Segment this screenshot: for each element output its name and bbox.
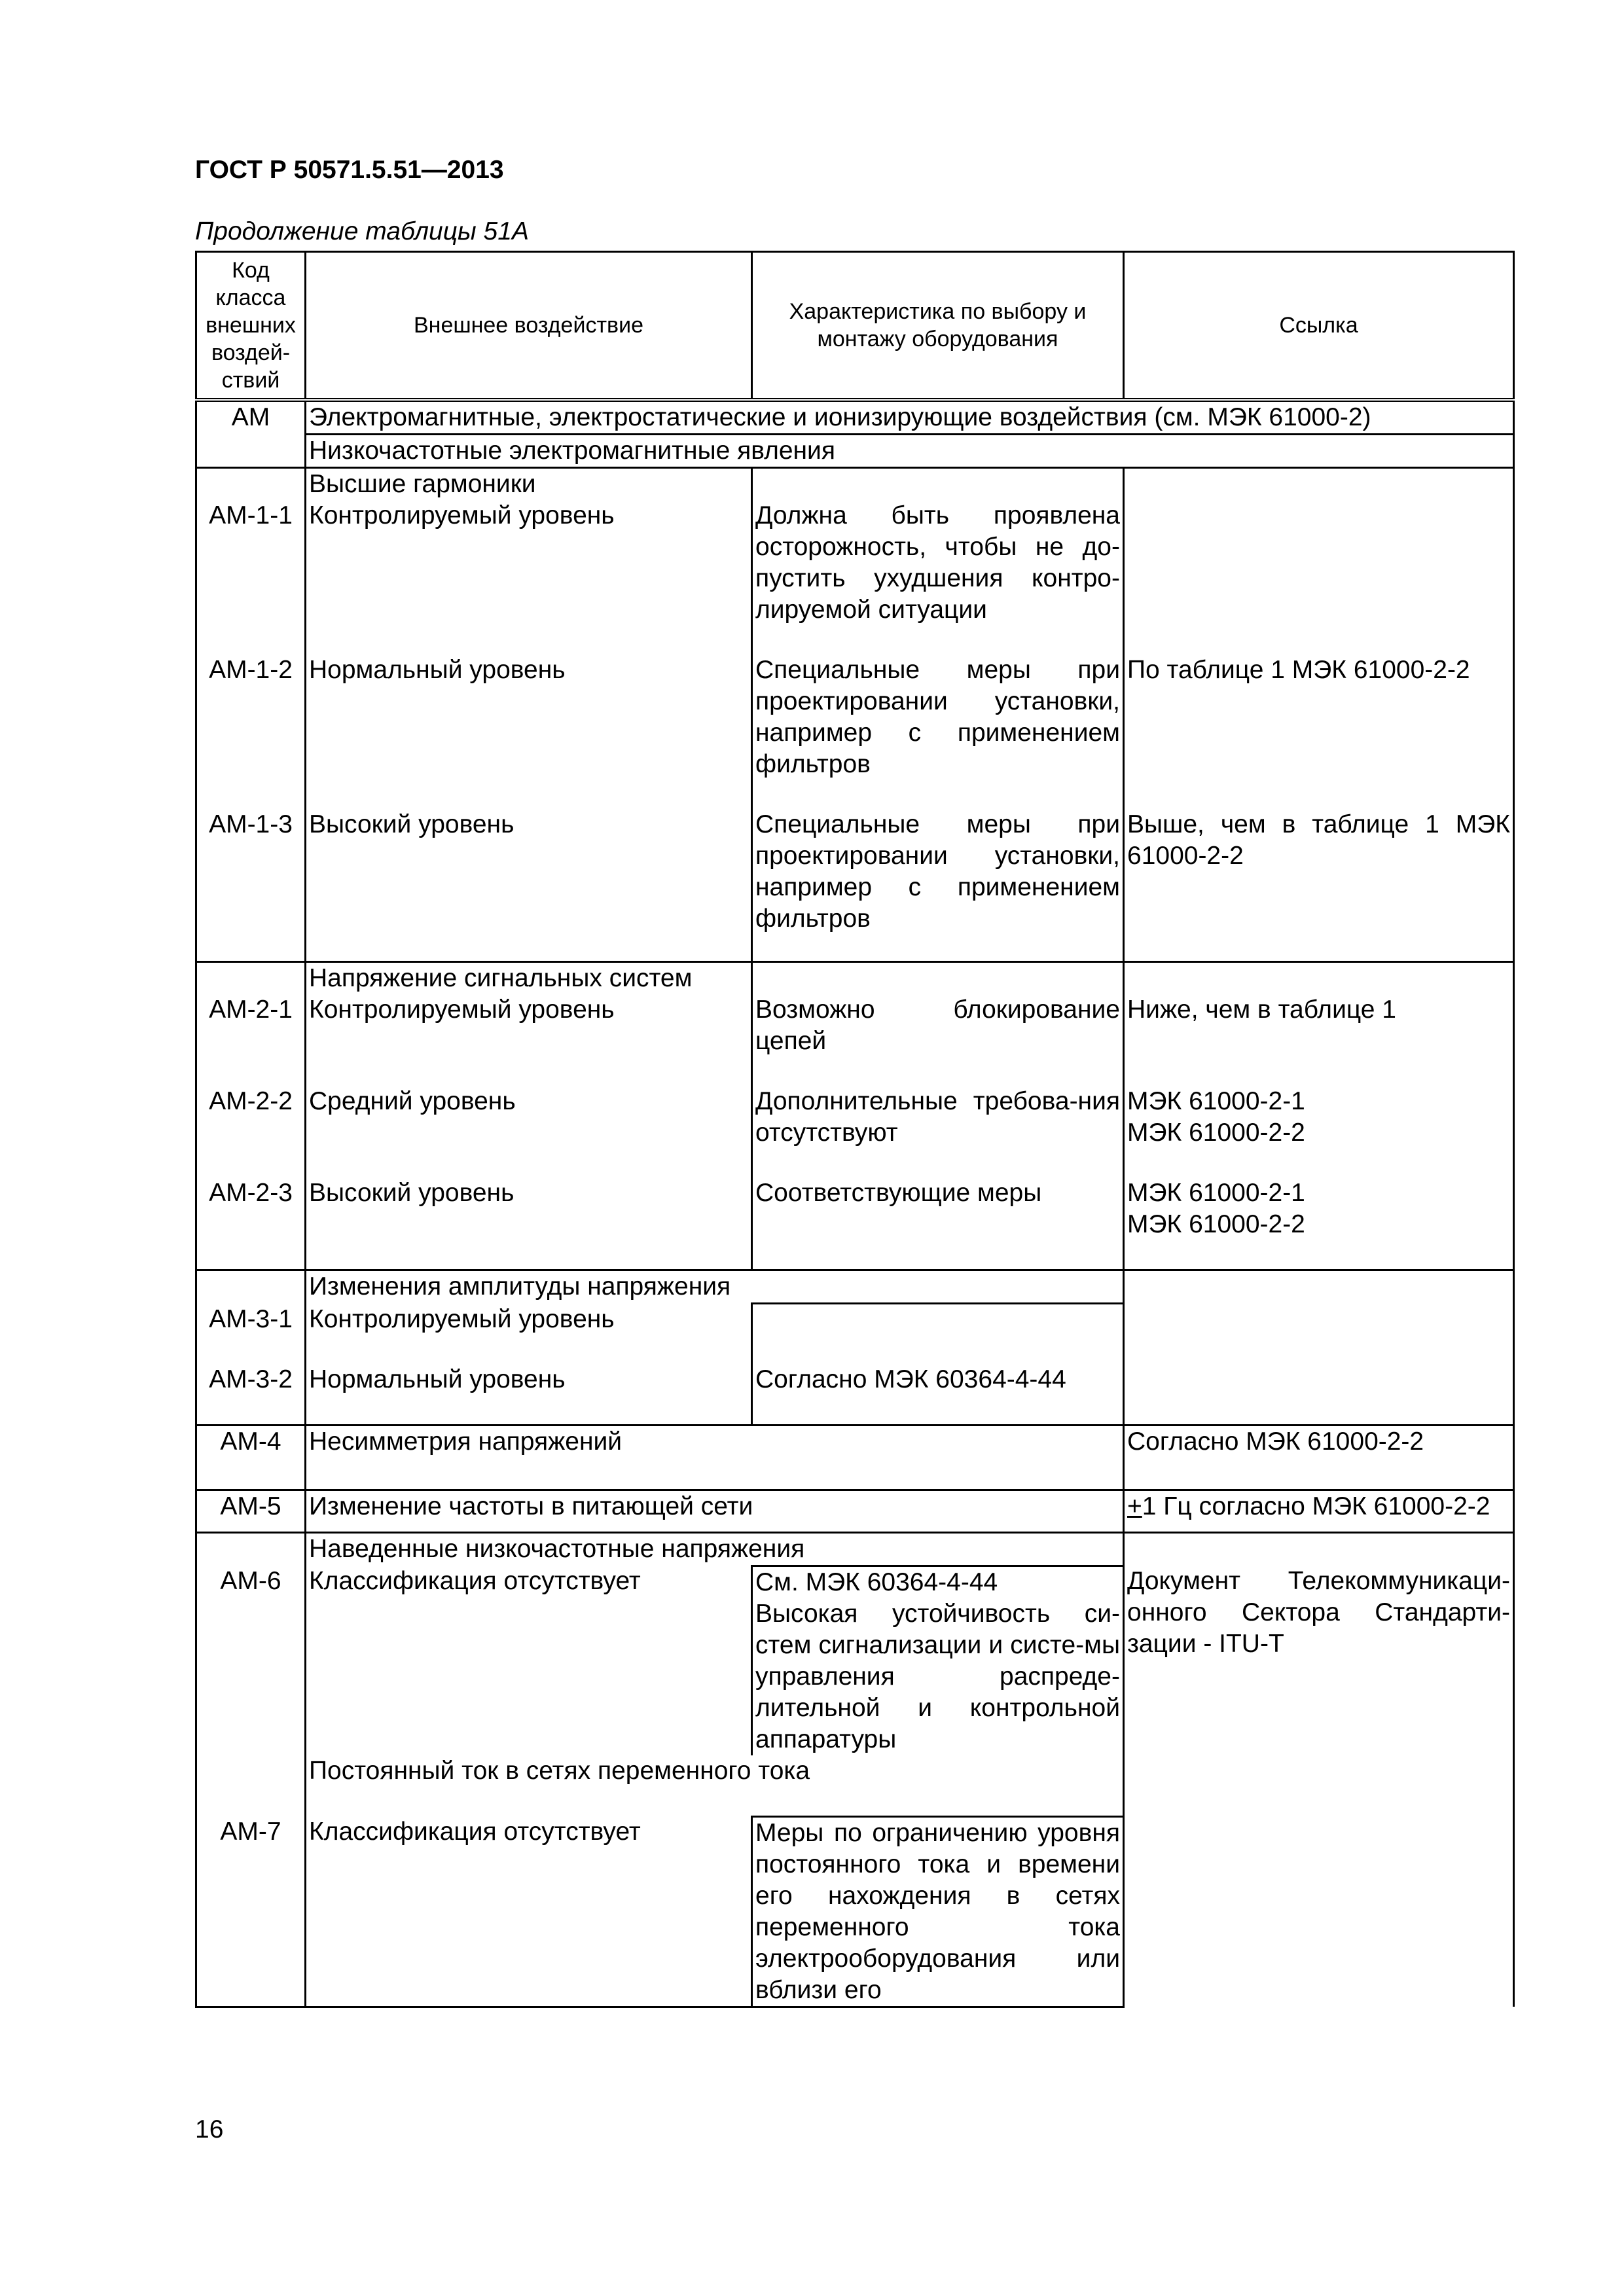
table-row [196,1270,1514,1304]
row-code: AM-7 [196,1816,306,2007]
row-characteristic: Соответствующие меры [752,1177,1124,1270]
row-code: AM-1-3 [196,809,306,962]
header-impact: Внешнее воздействие [306,252,752,401]
table-51a [195,251,1515,2008]
row-characteristic: Меры по ограничению уровня постоянного тока и времени его нахождения в сетях переменного тока электрооборудования или вблизи его [752,1816,1124,2007]
group-title: Постоянный ток в сетях переменного тока [306,1755,1124,1817]
row-code: AM-6 [196,1566,306,1755]
row-characteristic: Возможно блокирование цепей [752,994,1124,1086]
row-impact: Несимметрия напряжений [306,1425,1124,1490]
group-title: Высшие гармоники [306,468,752,501]
row-characteristic: Специальные меры при проектировании установки, например с применением фильтров [752,809,1124,962]
table-header-row [196,252,1514,401]
row-impact: Средний уровень [306,1086,752,1177]
row-reference: Документ Телекоммуникаци-онного Сектора Стандарти-зации - ITU-T [1124,1566,1514,2007]
ref-spacer [1124,1270,1514,1304]
ref-spacer [1124,1532,1514,1566]
row-reference [1124,500,1514,655]
row-characteristic [752,1304,1124,1364]
group-title: Напряжение сигнальных систем [306,962,752,995]
row-code: AM-2-2 [196,1086,306,1177]
table-row [196,1177,1514,1270]
row-reference: Выше, чем в таблице 1 МЭК 61000-2-2 [1124,809,1514,962]
page-number: 16 [195,2115,224,2144]
document-id: ГОСТ Р 50571.5.51—2013 [195,156,504,184]
row-impact: Изменение частоты в питающей сети [306,1490,1124,1532]
row-code: AM-1-1 [196,500,306,655]
row-reference [1124,1304,1514,1364]
table-row [196,1532,1514,1566]
row-reference: Согласно МЭК 61000-2-2 [1124,1425,1514,1490]
code-spacer [196,1755,306,1817]
char-spacer [752,468,1124,501]
row-impact: Контролируемый уровень [306,1304,752,1364]
table-row [196,809,1514,962]
row-impact: Классификация отсутствует [306,1566,752,1755]
table-row [196,400,1514,435]
row-impact: Контролируемый уровень [306,500,752,655]
header-code: Код класса внешних воздей-ствий [196,252,306,401]
row-reference: Ниже, чем в таблице 1 [1124,994,1514,1086]
header-reference: Ссылка [1124,252,1514,401]
row-code: AM-2-1 [196,994,306,1086]
row-characteristic: Дополнительные требова-ния отсутствуют [752,1086,1124,1177]
table-row [196,500,1514,655]
row-characteristic: Согласно МЭК 60364-4-44 [752,1364,1124,1426]
row-code: AM-3-2 [196,1364,306,1426]
row-impact: Контролируемый уровень [306,994,752,1086]
row-code: AM-5 [196,1490,306,1532]
char-spacer [752,962,1124,995]
table-continuation-caption: Продолжение таблицы 51А [195,217,529,245]
code-spacer [196,1270,306,1304]
row-reference: МЭК 61000-2-1 МЭК 61000-2-2 [1124,1177,1514,1270]
row-code: AM-3-1 [196,1304,306,1364]
row-code: AM-2-3 [196,1177,306,1270]
row-reference [1124,1364,1514,1426]
table-row [196,1490,1514,1532]
header-characteristic: Характеристика по выбору и монтажу оборудования [752,252,1124,401]
row-impact: Классификация отсутствует [306,1816,752,2007]
table-row [196,655,1514,809]
row-impact: Высокий уровень [306,809,752,962]
table-row [196,435,1514,468]
char-reference: См. МЭК 60364-4-44 [755,1568,998,1596]
row-characteristic: Специальные меры при проектировании установки, например с применением фильтров [752,655,1124,809]
row-reference: По таблице 1 МЭК 61000-2-2 [1124,655,1514,809]
row-code: AM-1-2 [196,655,306,809]
row-impact: Нормальный уровень [306,655,752,809]
code-spacer [196,468,306,501]
row-impact: Нормальный уровень [306,1364,752,1426]
plus-minus-sign: + [1127,1492,1142,1520]
row-code: AM [196,400,306,468]
group-title: Наведенные низкочастотные напряжения [306,1532,1124,1566]
row-reference: МЭК 61000-2-1 МЭК 61000-2-2 [1124,1086,1514,1177]
row-characteristic [752,1566,1124,1755]
ref-spacer [1124,468,1514,501]
row-reference: +1 Гц согласно МЭК 61000-2-2 [1124,1490,1514,1532]
table-row [196,1566,1514,1755]
table-row [196,962,1514,995]
ref-spacer [1124,962,1514,995]
table-row [196,994,1514,1086]
code-spacer [196,1532,306,1566]
group-title: Изменения амплитуды напряжения [306,1270,1124,1304]
char-text: Высокая устойчивость си-стем сигнализации и систе-мы управления распреде-лительной и контрольной аппаратуры [755,1599,1120,1753]
row-impact: Высокий уровень [306,1177,752,1270]
table-row [196,1364,1514,1426]
table-row [196,1086,1514,1177]
code-spacer [196,962,306,995]
table-row [196,1304,1514,1364]
row-code: AM-4 [196,1425,306,1490]
table-row [196,1425,1514,1490]
row-characteristic: Должна быть проявлена осторожность, чтобы не до-пустить ухудшения контро-лируемой ситуации [752,500,1124,655]
table-row [196,468,1514,501]
group-subtitle: Низкочастотные электромагнитные явления [306,435,1514,468]
group-title: Электромагнитные, электростатические и ионизирующие воздействия (см. МЭК 61000-2) [306,400,1514,435]
